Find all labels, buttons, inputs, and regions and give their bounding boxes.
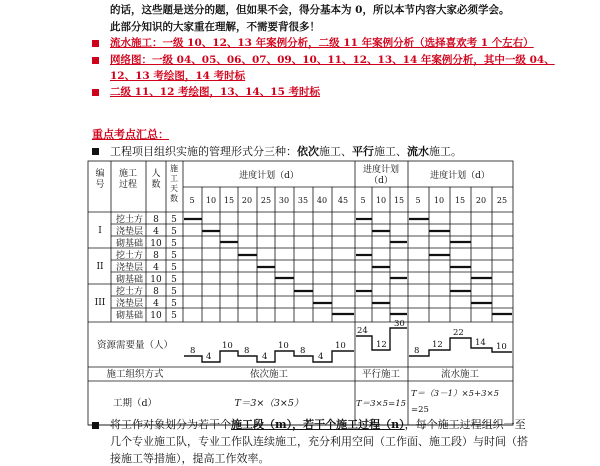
resource-value: 14 bbox=[475, 338, 486, 348]
resource-value: 10 bbox=[278, 341, 289, 351]
tick-a: 10 bbox=[205, 196, 217, 205]
people-count: 4 bbox=[153, 227, 159, 237]
header-id: 编 bbox=[95, 169, 105, 179]
day-count: 5 bbox=[171, 287, 177, 297]
tick-c: 5 bbox=[415, 196, 421, 205]
process-name: 浇垫层 bbox=[116, 227, 144, 237]
resource-value: 12 bbox=[432, 340, 443, 350]
tick-a: 5 bbox=[189, 196, 195, 205]
resource-value: 4 bbox=[318, 352, 324, 362]
day-count: 5 bbox=[171, 227, 177, 237]
group-id: III bbox=[94, 298, 106, 308]
header-progress-flow: 进度计划（d） bbox=[430, 171, 490, 181]
people-count: 10 bbox=[150, 275, 162, 285]
group-id: II bbox=[96, 262, 104, 272]
tick-c: 25 bbox=[496, 196, 508, 205]
tick-b: 15 bbox=[393, 196, 405, 205]
people-count: 8 bbox=[153, 215, 159, 225]
header-process: 施工 bbox=[118, 169, 138, 179]
tick-a: 35 bbox=[297, 196, 309, 205]
people-count: 4 bbox=[153, 299, 159, 309]
resource-value: 8 bbox=[244, 346, 250, 356]
process-name: 挖土方 bbox=[116, 287, 144, 297]
tick-a: 20 bbox=[241, 196, 253, 205]
resource-label: 资源需要量（人） bbox=[96, 340, 174, 351]
people-count: 8 bbox=[153, 251, 159, 261]
method-label: 施工组织方式 bbox=[106, 369, 164, 380]
resource-value: 22 bbox=[453, 328, 464, 338]
people-count: 4 bbox=[153, 263, 159, 273]
people-count: 8 bbox=[153, 287, 159, 297]
bullet-network-diagram-cont: 12、13 考绘图，14 考时标 bbox=[110, 70, 246, 82]
header-process: 过程 bbox=[118, 180, 138, 190]
tick-c: 10 bbox=[433, 196, 445, 205]
process-name: 挖土方 bbox=[116, 215, 144, 225]
paragraph-line-1: 将工作对象划分为若干个施工段（m），若干个施工过程（n），每个施工过程组织一至 bbox=[110, 418, 526, 431]
summary-heading: 重点考点汇总： bbox=[92, 128, 169, 141]
bullet-flow-construction: 流水施工：一级 10、12、13 年案例分析，二级 11 年案例分析（选择喜欢考 1 个左右） bbox=[110, 37, 534, 49]
group-id: I bbox=[98, 226, 102, 236]
people-count: 10 bbox=[150, 311, 162, 321]
day-count: 5 bbox=[171, 311, 177, 321]
duration-label: 工期（d） bbox=[112, 398, 158, 409]
resource-value: 24 bbox=[357, 326, 368, 336]
resource-value: 4 bbox=[206, 352, 212, 362]
header-people: 数 bbox=[151, 180, 161, 190]
day-count: 5 bbox=[171, 299, 177, 309]
duration-flow: T＝（3－1）×5+3×5 bbox=[411, 389, 500, 399]
process-name: 挖土方 bbox=[116, 251, 144, 261]
day-count: 5 bbox=[171, 275, 177, 285]
tick-a: 45 bbox=[337, 196, 349, 205]
tick-c: 20 bbox=[475, 196, 487, 205]
paragraph-line-3: 接施工等措施），提高工作效率。 bbox=[110, 452, 270, 465]
bullet-square-icon bbox=[92, 422, 99, 429]
bullet-network-diagram: 网络图：一级 04、05、06、07、09、10、11、12、13、14 年案例分析，其中一级 04、 bbox=[110, 54, 555, 66]
header-days: 工 bbox=[170, 174, 178, 183]
tick-a: 15 bbox=[223, 196, 235, 205]
process-name: 浇垫层 bbox=[116, 263, 144, 273]
tick-b: 5 bbox=[360, 196, 366, 205]
tick-a: 25 bbox=[260, 196, 272, 205]
header-days: 施 bbox=[170, 164, 178, 173]
tick-a: 30 bbox=[278, 196, 290, 205]
paragraph-line-2: 几个专业施工队，专业工作队连续施工，充分利用空间（工作面、施工段）与时间（搭 bbox=[110, 435, 528, 448]
day-count: 5 bbox=[171, 239, 177, 249]
method-sequential: 依次施工 bbox=[249, 369, 289, 380]
day-count: 5 bbox=[171, 251, 177, 261]
resource-value: 30 bbox=[394, 319, 405, 329]
day-count: 5 bbox=[171, 215, 177, 225]
header-progress-parallel: 进度计划 bbox=[362, 165, 400, 175]
header-id: 号 bbox=[95, 180, 105, 190]
header-progress-sequential: 进度计划（d） bbox=[239, 171, 299, 181]
tick-a: 40 bbox=[316, 196, 328, 205]
header-progress-parallel: （d） bbox=[369, 176, 393, 186]
resource-value: 8 bbox=[414, 346, 420, 356]
duration-parallel: T＝3×5=15 bbox=[355, 399, 407, 409]
resource-value: 10 bbox=[335, 341, 346, 351]
duration-sequential: T＝3×（3×5） bbox=[234, 398, 304, 409]
duration-flow-total: =25 bbox=[411, 405, 429, 415]
resource-value: 8 bbox=[300, 346, 306, 356]
resource-value: 12 bbox=[376, 340, 387, 350]
intro-line-2: 此部分知识的大家重在理解，不需要背很多！ bbox=[110, 21, 320, 33]
day-count: 5 bbox=[171, 263, 177, 273]
tick-b: 10 bbox=[375, 196, 387, 205]
resource-value: 10 bbox=[222, 341, 233, 351]
process-name: 浇垫层 bbox=[116, 299, 144, 309]
process-name: 砌基础 bbox=[116, 239, 144, 249]
header-days: 天 bbox=[170, 184, 178, 193]
management-forms-line: 工程项目组织实施的管理形式分三种：依次施工、平行施工、流水施工。 bbox=[110, 145, 462, 158]
tick-c: 15 bbox=[454, 196, 466, 205]
header-days: 数 bbox=[170, 194, 178, 203]
process-name: 砌基础 bbox=[116, 311, 144, 321]
intro-line-1: 的话，这些题是送分的题，但如果不会，得分基本为 0，所以本节内容大家必须学会。 bbox=[110, 4, 510, 16]
people-count: 10 bbox=[150, 239, 162, 249]
resource-value: 8 bbox=[190, 346, 196, 356]
bullet-level-two: 二级 11、12 考绘图，13、14、15 考时标 bbox=[110, 86, 321, 98]
method-flow: 流水施工 bbox=[440, 369, 480, 380]
resource-value: 10 bbox=[496, 342, 507, 352]
process-name: 砌基础 bbox=[116, 275, 144, 285]
resource-value: 4 bbox=[262, 352, 268, 362]
method-parallel: 平行施工 bbox=[361, 369, 401, 380]
header-people: 人 bbox=[151, 169, 161, 179]
